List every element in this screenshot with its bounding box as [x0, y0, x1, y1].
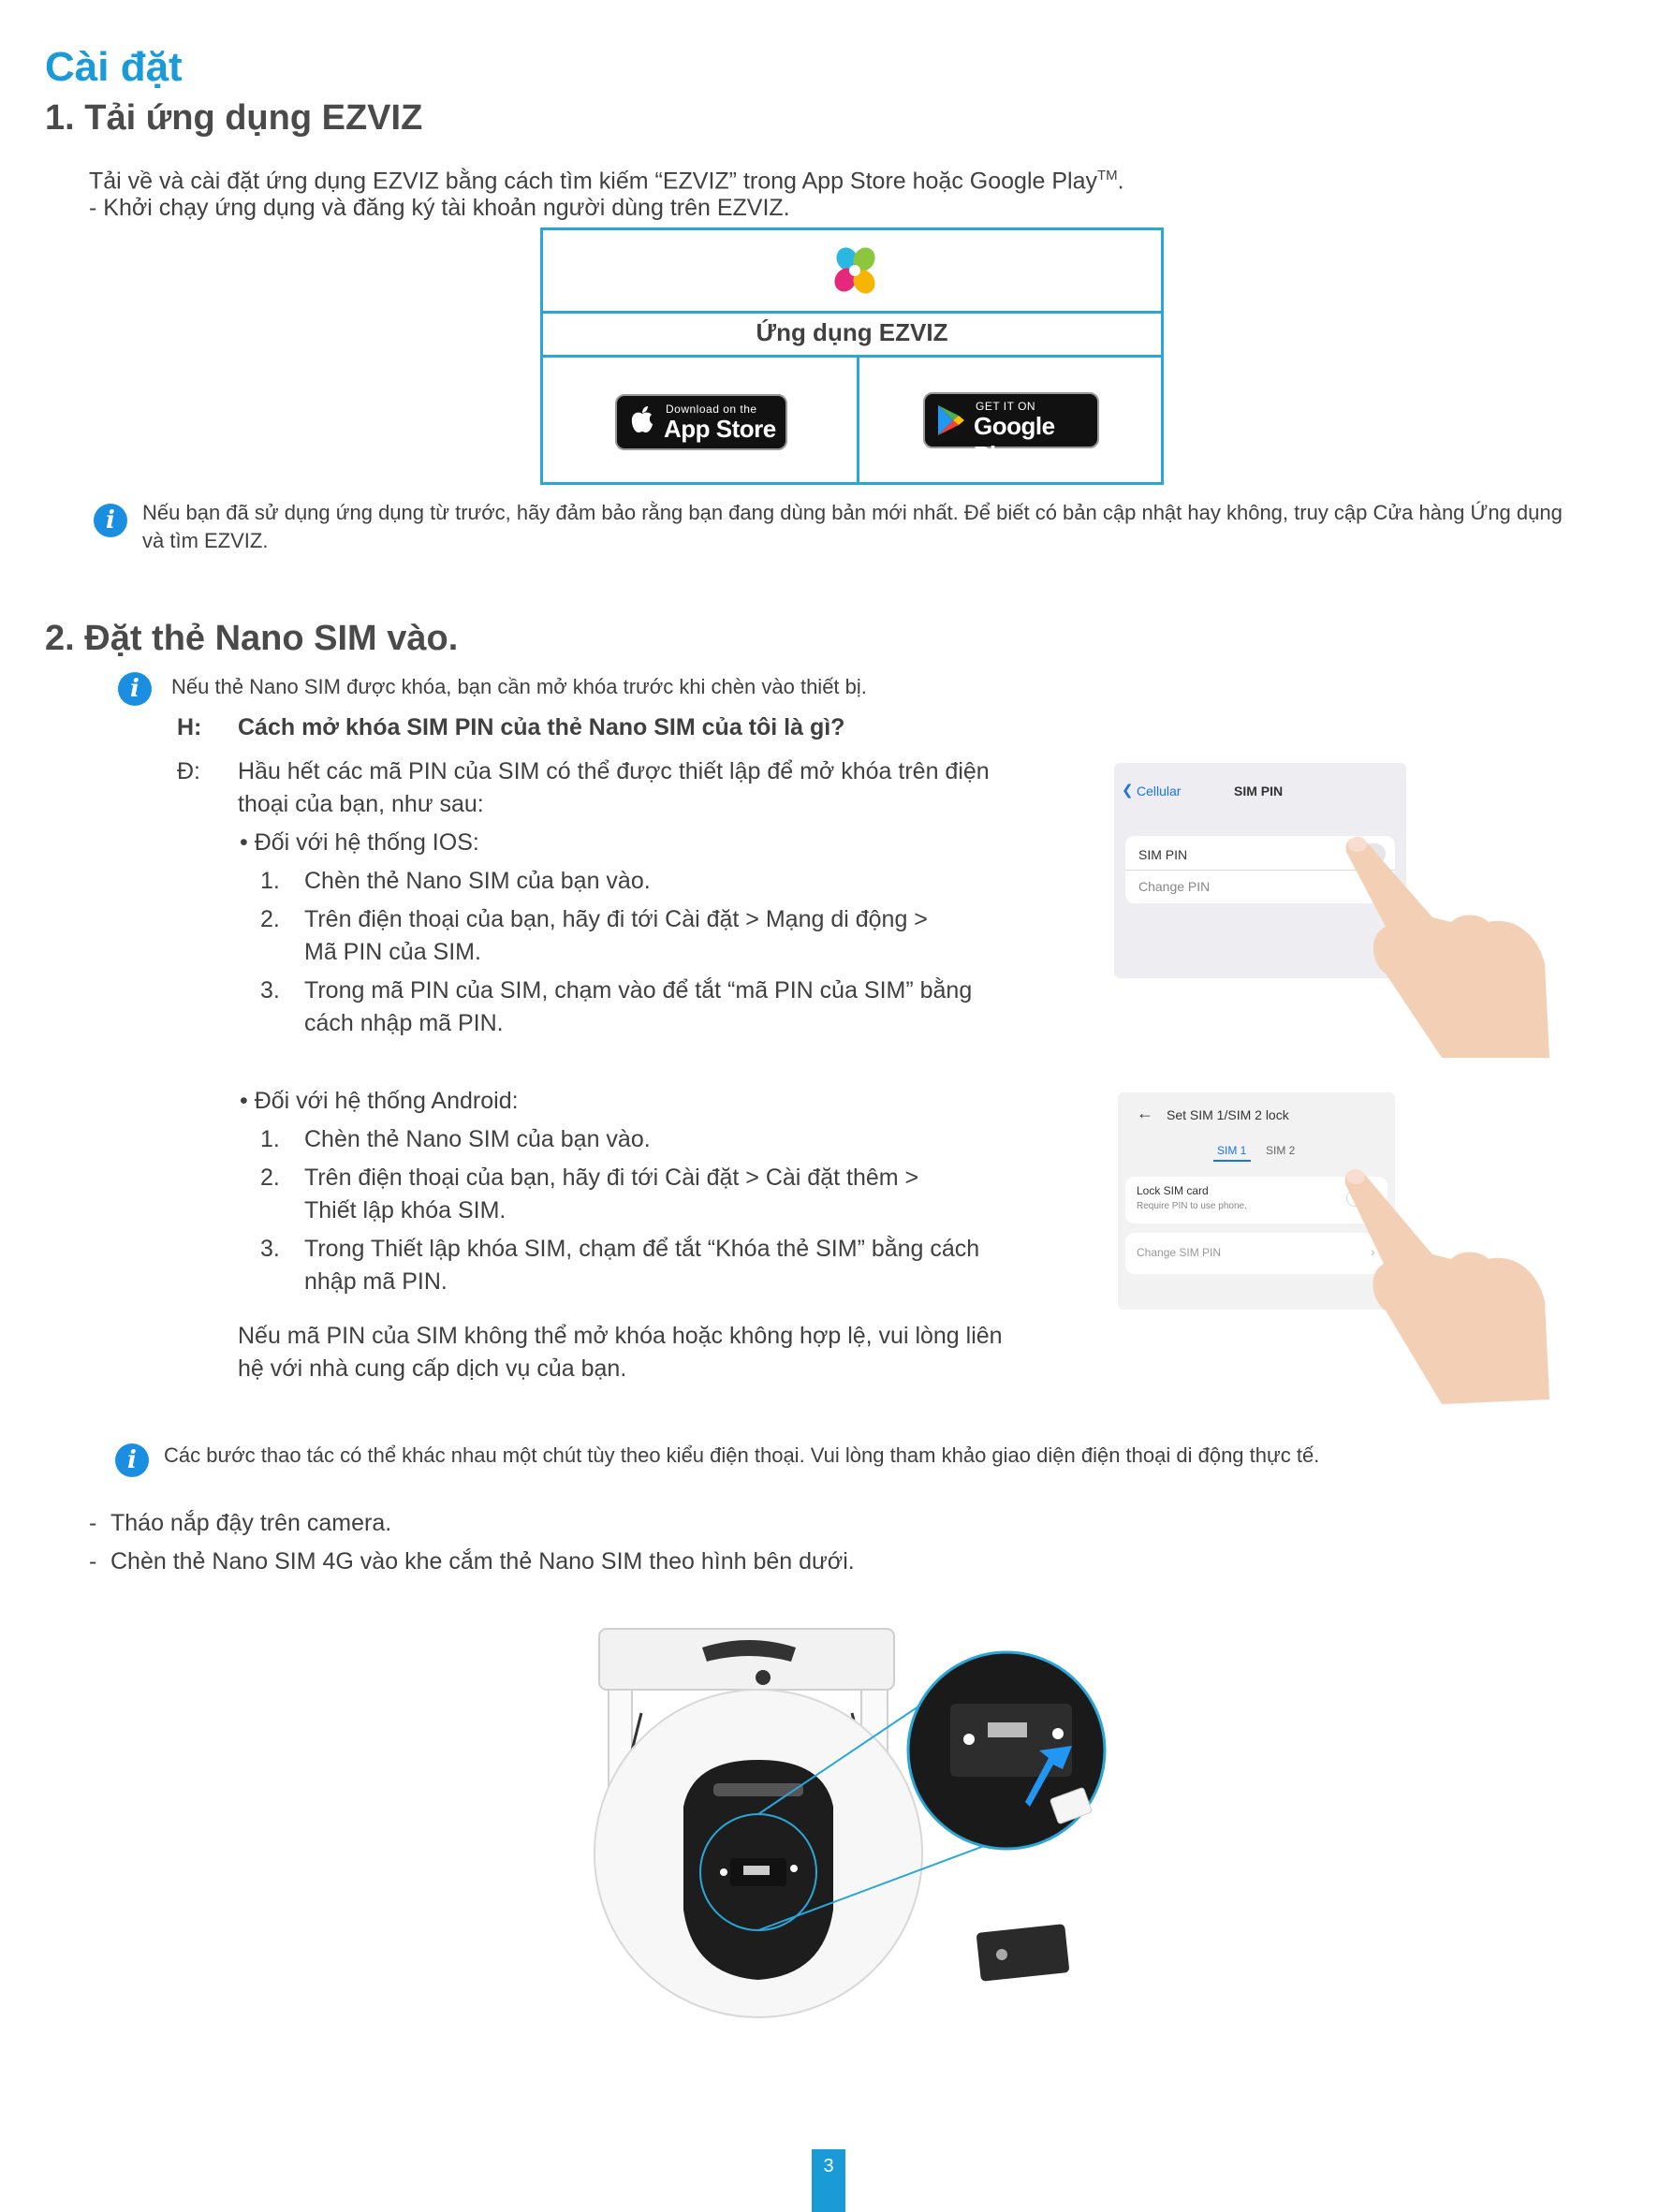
ios-screen-title: SIM PIN	[1234, 784, 1284, 798]
question-text: Cách mở khóa SIM PIN của thẻ Nano SIM của tôi là gì?	[238, 714, 845, 740]
camera-sim-insertion-illustration	[590, 1619, 1114, 2022]
bullet2: Chèn thẻ Nano SIM 4G vào khe cắm thẻ Nano SIM theo hình bên dưới.	[110, 1548, 855, 1575]
back-chevron-icon: ❮	[1122, 783, 1134, 798]
ios-title: • Đối với hệ thống IOS:	[240, 829, 479, 856]
step1-line2: - Khởi chạy ứng dụng và đăng ký tài khoản người dùng trên EZVIZ.	[89, 195, 790, 221]
ios-change-pin-row: Change PIN	[1138, 879, 1211, 894]
step1-note-line2: và tìm EZVIZ.	[142, 529, 269, 552]
android-step-text-cont: nhập mã PIN.	[304, 1268, 448, 1295]
app-store-small-label: Download on the	[666, 403, 757, 416]
google-play-badge[interactable]	[923, 392, 1099, 469]
question-label: H:	[177, 714, 202, 740]
page-number: 3	[812, 2149, 845, 2212]
bullet-dash: -	[89, 1548, 97, 1575]
pointing-hand-icon	[1329, 824, 1554, 1067]
ios-step-text: Trên điện thoại của bạn, hãy đi tới Cài đặt > Mạng di động >	[304, 906, 928, 932]
ios-back-label: Cellular	[1137, 784, 1182, 798]
answer-line2: thoại của bạn, như sau:	[238, 791, 484, 817]
apple-icon	[628, 405, 656, 437]
step1-line1: Tải về và cài đặt ứng dụng EZVIZ bằng cách tìm kiếm “EZVIZ” trong App Store hoặc Google Play	[89, 168, 1097, 195]
lock-sim-label: Lock SIM card	[1137, 1184, 1209, 1197]
android-step-num: 2.	[260, 1165, 280, 1191]
app-name: Ứng dụng EZVIZ	[543, 311, 1161, 358]
chevron-right-icon: ›	[1371, 1244, 1375, 1259]
bullet1: Tháo nắp đậy trên camera.	[110, 1510, 392, 1536]
answer-label: Đ:	[177, 758, 200, 784]
step1-note-line1: Nếu bạn đã sử dụng ứng dụng từ trước, hãy đảm bảo rằng bạn đang dùng bản mới nhất. Để biết có bản cập nhật hay không, truy cập Cửa hàng Ứng dụng	[142, 501, 1563, 524]
back-arrow-icon[interactable]: ←	[1137, 1104, 1153, 1122]
pointing-hand-icon	[1329, 1161, 1554, 1414]
google-play-icon	[936, 403, 966, 437]
ios-step-text-cont: Mã PIN của SIM.	[304, 939, 481, 965]
app-download-table	[540, 227, 1164, 485]
ios-step-text: Trong mã PIN của SIM, chạm vào để tắt “mã PIN của SIM” bằng	[304, 977, 973, 1003]
info-icon: i	[115, 1443, 149, 1477]
app-store-big-label: App Store	[664, 415, 776, 443]
ios-step-text-cont: cách nhập mã PIN.	[304, 1010, 504, 1036]
ios-step-num: 3.	[260, 977, 280, 1003]
google-play-cell	[859, 358, 1161, 482]
android-screen-title: Set SIM 1/SIM 2 lock	[1167, 1107, 1289, 1122]
android-step-text-cont: Thiết lập khóa SIM.	[304, 1197, 507, 1223]
info-icon: i	[118, 672, 152, 706]
ios-step-text: Chèn thẻ Nano SIM của bạn vào.	[304, 868, 651, 894]
ios-step-num: 2.	[260, 906, 280, 932]
android-step-num: 3.	[260, 1236, 280, 1262]
change-sim-pin-label: Change SIM PIN	[1137, 1246, 1222, 1259]
step2-note: Nếu thẻ Nano SIM được khóa, bạn cần mở khóa trước khi chèn vào thiết bị.	[171, 675, 867, 698]
android-title: • Đối với hệ thống Android:	[240, 1088, 519, 1114]
app-store-badge[interactable]	[615, 394, 787, 450]
step2-heading: 2. Đặt thẻ Nano SIM vào.	[45, 619, 459, 658]
google-play-small-label: GET IT ON	[976, 400, 1036, 413]
app-store-cell	[543, 358, 859, 482]
ios-sim-pin-row: SIM PIN	[1138, 847, 1188, 862]
info-icon: i	[94, 504, 127, 537]
google-play-big-label: Google Play	[974, 412, 1055, 469]
phone-note: Các bước thao tác có thể khác nhau một chút tùy theo kiểu điện thoại. Vui lòng tham khảo giao diện điện thoại di động thực tế.	[164, 1443, 1320, 1467]
answer-line1: Hầu hết các mã PIN của SIM có thể được thiết lập để mở khóa trên điện	[238, 758, 990, 784]
ios-step-num: 1.	[260, 868, 280, 894]
contact-line1: Nếu mã PIN của SIM không thể mở khóa hoặc không hợp lệ, vui lòng liên	[238, 1323, 1003, 1349]
tab-sim1[interactable]: SIM 1	[1217, 1144, 1247, 1157]
android-step-text: Trong Thiết lập khóa SIM, chạm để tắt “Khóa thẻ SIM” bằng cách	[304, 1236, 980, 1262]
tab-sim2[interactable]: SIM 2	[1266, 1144, 1296, 1157]
trademark: TM	[1096, 168, 1118, 183]
contact-line2: hệ với nhà cung cấp dịch vụ của bạn.	[238, 1355, 627, 1382]
step1-heading: 1. Tải ứng dụng EZVIZ	[45, 98, 423, 138]
android-step-text: Trên điện thoại của bạn, hãy đi tới Cài đặt > Cài đặt thêm >	[304, 1165, 919, 1191]
active-tab-indicator	[1213, 1160, 1251, 1162]
lock-sim-sublabel: Require PIN to use phone.	[1137, 1201, 1247, 1211]
step1-line1-end: .	[1117, 168, 1124, 195]
ezviz-logo-icon	[827, 242, 883, 299]
page-title: Cài đặt	[45, 44, 183, 90]
bullet-dash: -	[89, 1510, 97, 1536]
android-step-num: 1.	[260, 1126, 280, 1152]
app-logo-cell	[543, 230, 1161, 314]
android-step-text: Chèn thẻ Nano SIM của bạn vào.	[304, 1126, 651, 1152]
